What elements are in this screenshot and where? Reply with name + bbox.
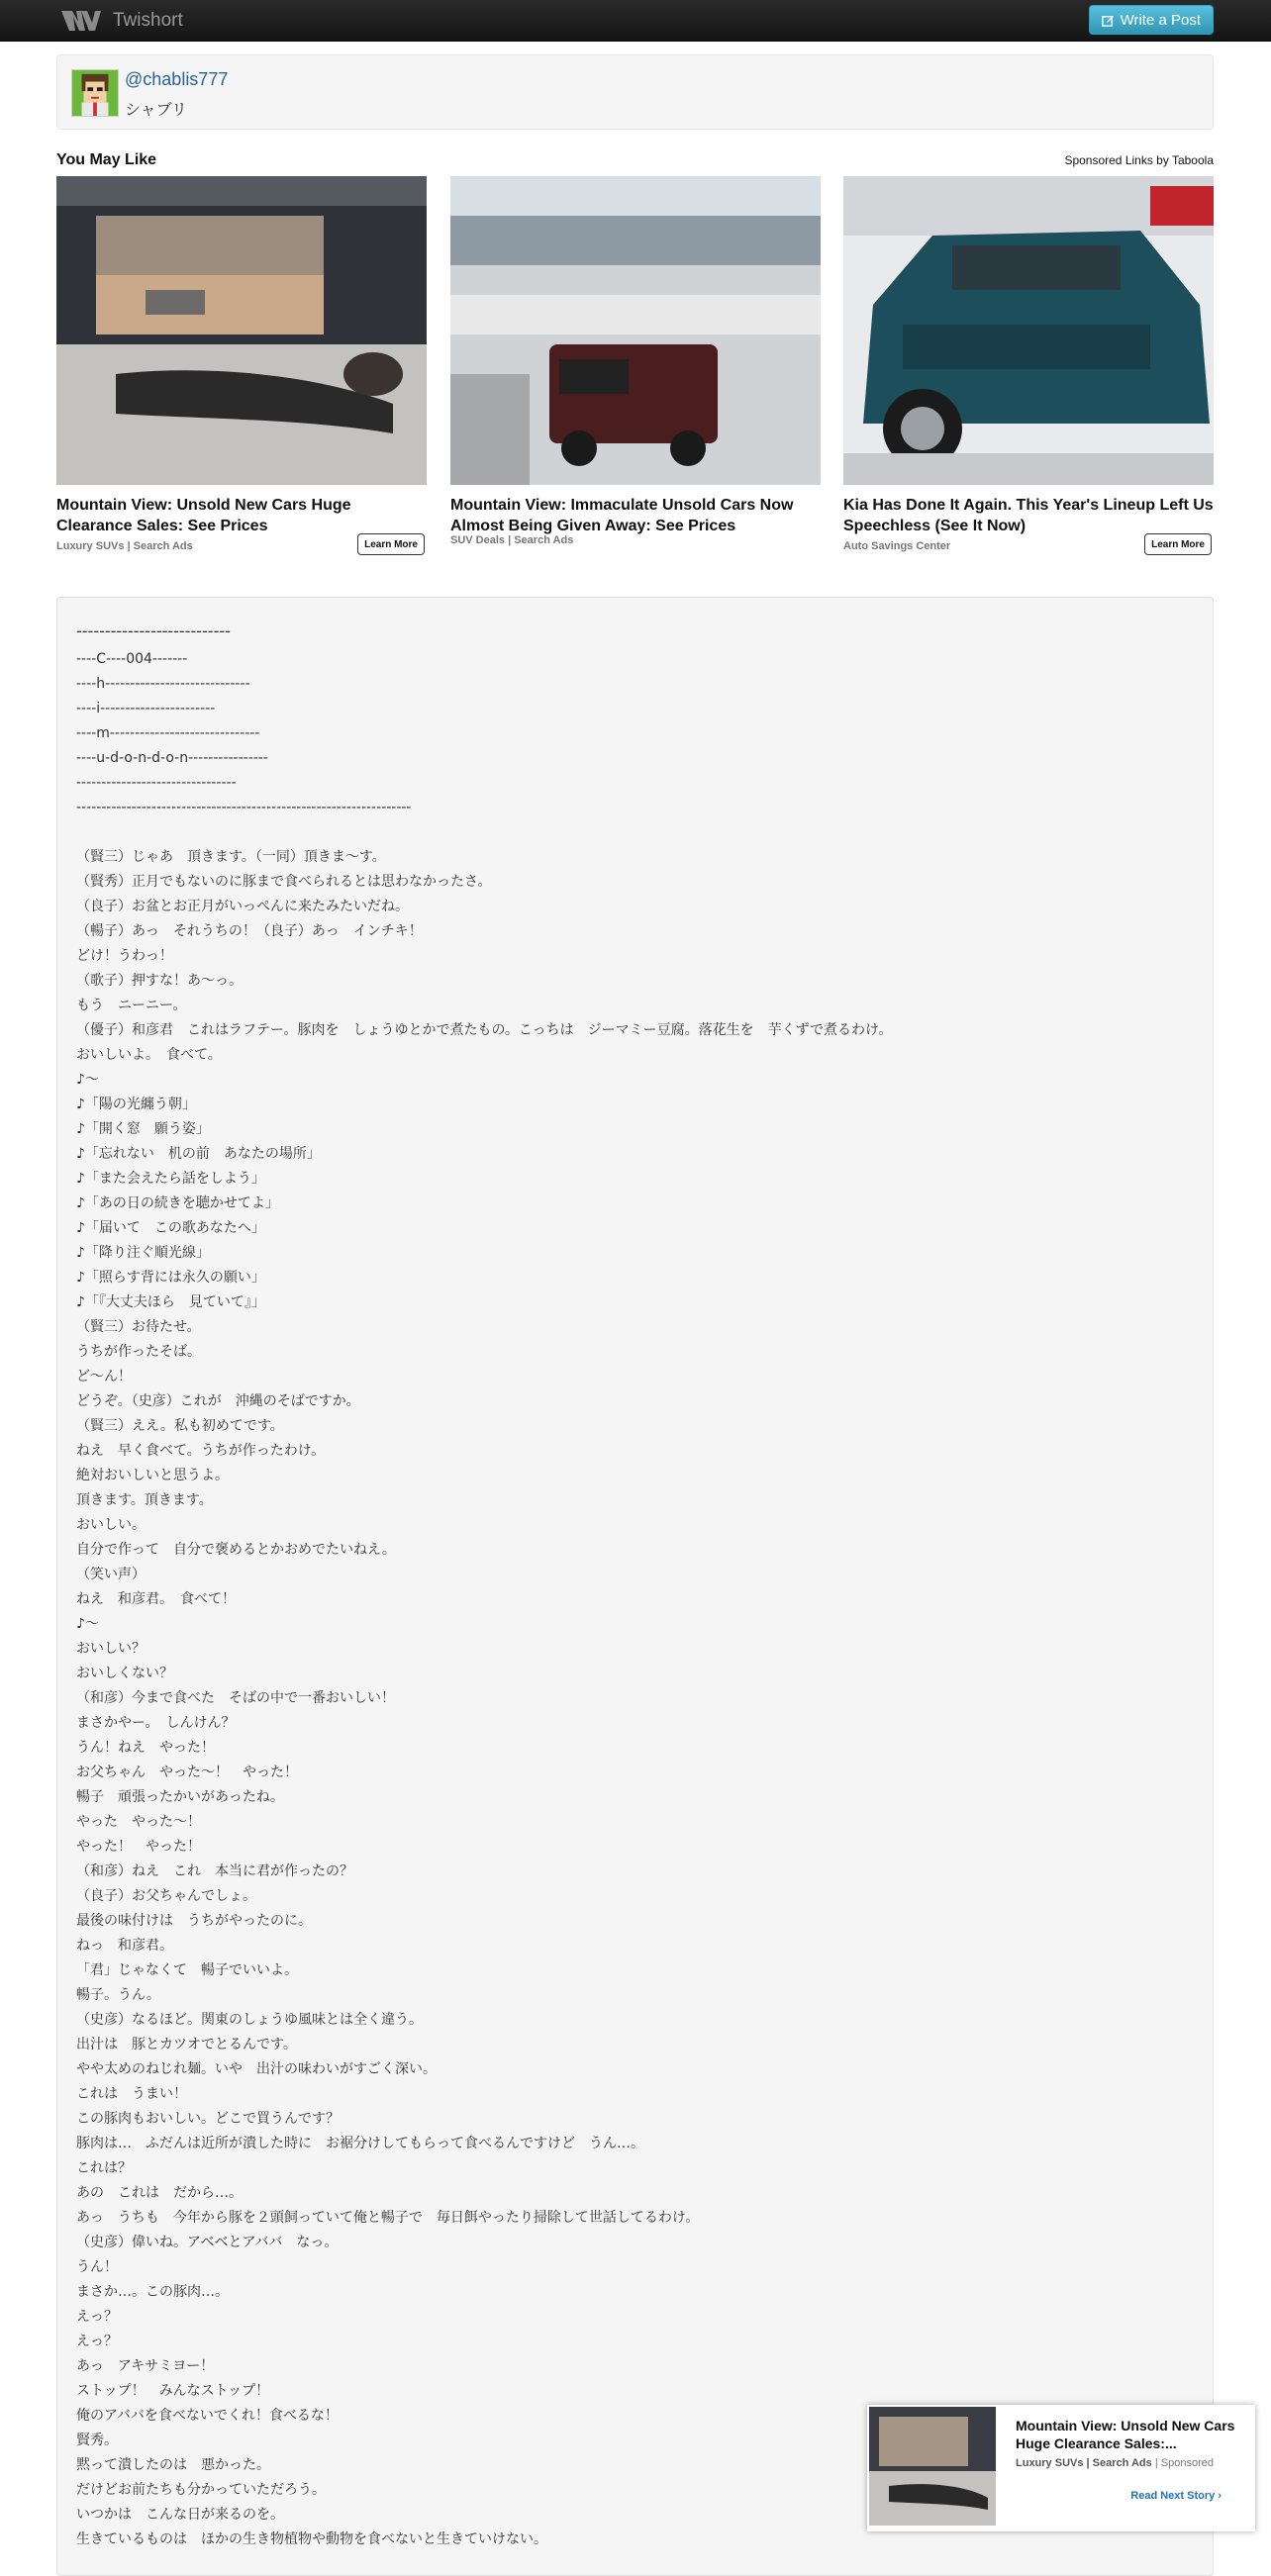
card-title[interactable]: Mountain View: Immaculate Unsold Cars Now Almost Being Given Away: See Prices <box>450 497 794 534</box>
learn-more-button[interactable]: Learn More <box>357 533 425 555</box>
card-image-parked-cars <box>450 176 821 485</box>
post-line: お父ちゃん やった～！ やった！ <box>76 1765 298 1780</box>
post-line: えっ？ <box>76 2309 118 2325</box>
post-line <box>76 820 1185 845</box>
brand-name: Twishort <box>113 10 183 31</box>
post-line: 暢子 頑張ったかいがあったね。 <box>76 1789 284 1805</box>
post-line: やった！ やった！ <box>76 1839 201 1855</box>
post-line: うん！ <box>76 2259 118 2275</box>
post-line: ----C----004------- <box>76 651 188 667</box>
read-next-label: Read Next Story <box>1130 2490 1216 2502</box>
card-title[interactable]: Mountain View: Unsold New Cars Huge Clearance Sales: See Prices <box>56 497 351 534</box>
post-line: ねえ 和彦君。 食べて！ <box>76 1591 236 1607</box>
recommendation-card-2[interactable] <box>450 176 821 562</box>
floating-ad-sponsored: Sponsored <box>1160 2457 1214 2469</box>
post-line: ストップ！ みんなストップ！ <box>76 2383 270 2399</box>
post-line: （賢秀）正月でもないのに豚まで食べられるとは思わなかったさ。 <box>76 874 492 890</box>
edit-icon <box>1102 14 1115 27</box>
post-line: （史彦）偉いね。アベベとアババ なっ。 <box>76 2235 339 2250</box>
post-line: （賢三）お待たせ。 <box>76 1319 201 1335</box>
author-display-name: シャブリ <box>125 100 188 119</box>
post-line: おいしい。 <box>76 1517 146 1533</box>
card-image-kia-suv <box>843 176 1214 485</box>
post-line: あっ うちも 今年から豚を２頭飼っていて俺と暢子で 毎日餌やったり掃除して世話してるわけ。 <box>76 2210 700 2226</box>
post-line: おいしくない？ <box>76 1666 173 1681</box>
post-line: -------------------------------- <box>76 775 237 791</box>
post-line: これは うまい！ <box>76 2086 187 2102</box>
twishort-logo-icon <box>59 7 103 35</box>
post-line: あっ アキサミヨー！ <box>76 2358 215 2374</box>
recommendation-card-3[interactable] <box>843 176 1214 562</box>
card-title[interactable]: Kia Has Done It Again. This Year's Lineup Left Us Speechless (See It Now) <box>843 497 1214 534</box>
post-line: 絶対おいしいと思うよ。 <box>76 1468 229 1483</box>
post-line: どうぞ。（史彦）これが 沖縄のそばですか。 <box>76 1393 360 1409</box>
post-line: ♪「また会えたら話をしよう」 <box>76 1171 265 1187</box>
floating-ad[interactable] <box>867 2405 1255 2531</box>
post-content <box>56 597 1214 2576</box>
card-source: SUV Deals | Search Ads <box>450 534 574 546</box>
post-line: 黙って潰したのは 悪かった。 <box>76 2457 270 2473</box>
write-post-button[interactable] <box>1089 5 1214 35</box>
post-line: ----u-d-o-n-d-o-n---------------- <box>76 750 268 766</box>
read-next-story-link[interactable] <box>1130 2490 1222 2502</box>
post-line: 豚肉は… ふだんは近所が潰した時に お裾分けしてもらって食べるんですけど うん…。 <box>76 2136 644 2151</box>
post-line: ----m------------------------------ <box>76 725 260 741</box>
post-line: いつかは こんな日が来るのを。 <box>76 2507 284 2523</box>
post-line: ♪「照らす背には永久の願い」 <box>76 1270 265 1286</box>
post-line: おいしいよ。 食べて。 <box>76 1047 222 1063</box>
author-box <box>56 54 1214 130</box>
post-line: 最後の味付けは うちがやったのに。 <box>76 1913 312 1929</box>
handle-text: chablis777 <box>143 69 229 89</box>
post-line: ♪「開く窓 願う姿」 <box>76 1121 210 1137</box>
post-line: まさか…。この豚肉…。 <box>76 2284 229 2300</box>
card-image-luxury-interior <box>56 176 427 485</box>
post-line: これは？ <box>76 2160 132 2176</box>
post-line: だけどお前たちも分かっていただろう。 <box>76 2482 326 2498</box>
avatar[interactable] <box>71 69 119 117</box>
sponsored-links-label[interactable]: Sponsored Links by Taboola <box>1064 153 1214 167</box>
floating-ad-source: Luxury SUVs | Search Ads <box>1016 2457 1152 2469</box>
learn-more-button[interactable]: Learn More <box>1144 533 1212 555</box>
author-handle[interactable] <box>125 69 228 90</box>
post-line: （良子）お盆とお正月がいっぺんに来たみたいだね。 <box>76 899 409 914</box>
recommendation-card-1[interactable] <box>56 176 427 562</box>
post-line: 賢秀。 <box>76 2433 118 2448</box>
post-line: （優子）和彦君 これはラフテー。豚肉を しょうゆとかで煮たもの。こっちは ジーマミー豆腐。落花生を 芋くずで煮るわけ。 <box>76 1022 893 1038</box>
post-line: えっ？ <box>76 2334 118 2349</box>
post-line: （暢子）あっ それうちの！（良子）あっ インチキ！ <box>76 923 423 939</box>
post-line: 暢子。うん。 <box>76 1987 160 2003</box>
post-line: ど～ん！ <box>76 1369 132 1384</box>
post-lines <box>76 647 1185 2552</box>
post-line: うん！ねえ やった！ <box>76 1740 215 1756</box>
post-line: 俺のアババを食べないでくれ！食べるな！ <box>76 2408 339 2424</box>
post-line: （良子）お父ちゃんでしょ。 <box>76 1888 256 1904</box>
post-line: まさかやー。 しんけん？ <box>76 1715 236 1731</box>
post-line: 頂きます。頂きます。 <box>76 1492 213 1508</box>
post-line: ♪「忘れない 机の前 あなたの場所」 <box>76 1146 321 1162</box>
floating-ad-title[interactable]: Mountain View: Unsold New Cars Huge Clearance Sales:... <box>1016 2418 1235 2451</box>
post-line: （賢三）じゃあ 頂きます。（一同）頂きま～す。 <box>76 849 386 865</box>
post-line: やや太めのねじれ麺。いや 出汁の味わいがすごく深い。 <box>76 2061 437 2077</box>
post-line: ♪「『大丈夫ほら 見ていて』」 <box>76 1294 265 1310</box>
post-line: ------------------------------------------------------------------- <box>76 800 412 815</box>
floating-ad-image <box>869 2407 996 2526</box>
post-line: やった やった～！ <box>76 1814 201 1830</box>
post-line: （史彦）なるほど。関東のしょうゆ風味とは全く違う。 <box>76 2012 423 2028</box>
top-navbar <box>0 0 1271 42</box>
post-line: 自分で作って 自分で褒めるとかおめでたいねえ。 <box>76 1542 396 1558</box>
post-line: （賢三）ええ。私も初めてです。 <box>76 1418 284 1434</box>
post-line: ----h----------------------------- <box>76 676 250 692</box>
post-line: （和彦）今まで食べた そばの中で一番おいしい！ <box>76 1690 395 1706</box>
card-source: Luxury SUVs | Search Ads <box>56 540 193 552</box>
post-line: （和彦）ねえ これ 本当に君が作ったの？ <box>76 1863 353 1879</box>
chevron-right-icon: › <box>1218 2490 1222 2502</box>
post-line: おいしい？ <box>76 1641 146 1657</box>
post-line: ♪「届いて この歌あなたへ」 <box>76 1220 265 1236</box>
post-line: この豚肉もおいしい。どこで買うんです？ <box>76 2111 340 2127</box>
recommendations-title: You May Like <box>56 151 157 168</box>
post-line: ♪「陽の光纏う朝」 <box>76 1097 196 1112</box>
write-post-label: Write a Post <box>1120 11 1201 29</box>
handle-prefix: @ <box>125 69 144 89</box>
post-line: ♪～ <box>76 1072 99 1088</box>
post-line: ♪「あの日の続きを聴かせてよ」 <box>76 1195 279 1211</box>
post-line: （笑い声） <box>76 1567 146 1582</box>
post-line: ----i----------------------- <box>76 701 216 716</box>
brand-link[interactable] <box>59 6 183 36</box>
post-line: どけ！うわっ！ <box>76 948 173 964</box>
post-line: 生きているものは ほかの生き物植物や動物を食べないと生きていけない。 <box>76 2531 547 2547</box>
post-line: ♪～ <box>76 1616 99 1632</box>
post-line: 出汁は 豚とカツオでとるんです。 <box>76 2037 297 2052</box>
post-line: うちが作ったそば。 <box>76 1344 201 1360</box>
floating-ad-meta: Luxury SUVs | Search Ads | Sponsored <box>1016 2457 1214 2469</box>
post-line: あの これは だから…。 <box>76 2185 243 2201</box>
post-line: もう ニーニー。 <box>76 998 187 1013</box>
card-source: Auto Savings Center <box>843 540 951 552</box>
post-line: ねえ 早く食べて。うちが作ったわけ。 <box>76 1443 326 1459</box>
post-line: ♪「降り注ぐ順光線」 <box>76 1245 210 1261</box>
post-heading: --------------------------- <box>76 621 231 640</box>
post-line: ねっ 和彦君。 <box>76 1938 173 1954</box>
post-line: 「君」じゃなくて 暢子でいいよ。 <box>76 1962 298 1978</box>
post-line: （歌子）押すな！あ～っ。 <box>76 973 243 989</box>
